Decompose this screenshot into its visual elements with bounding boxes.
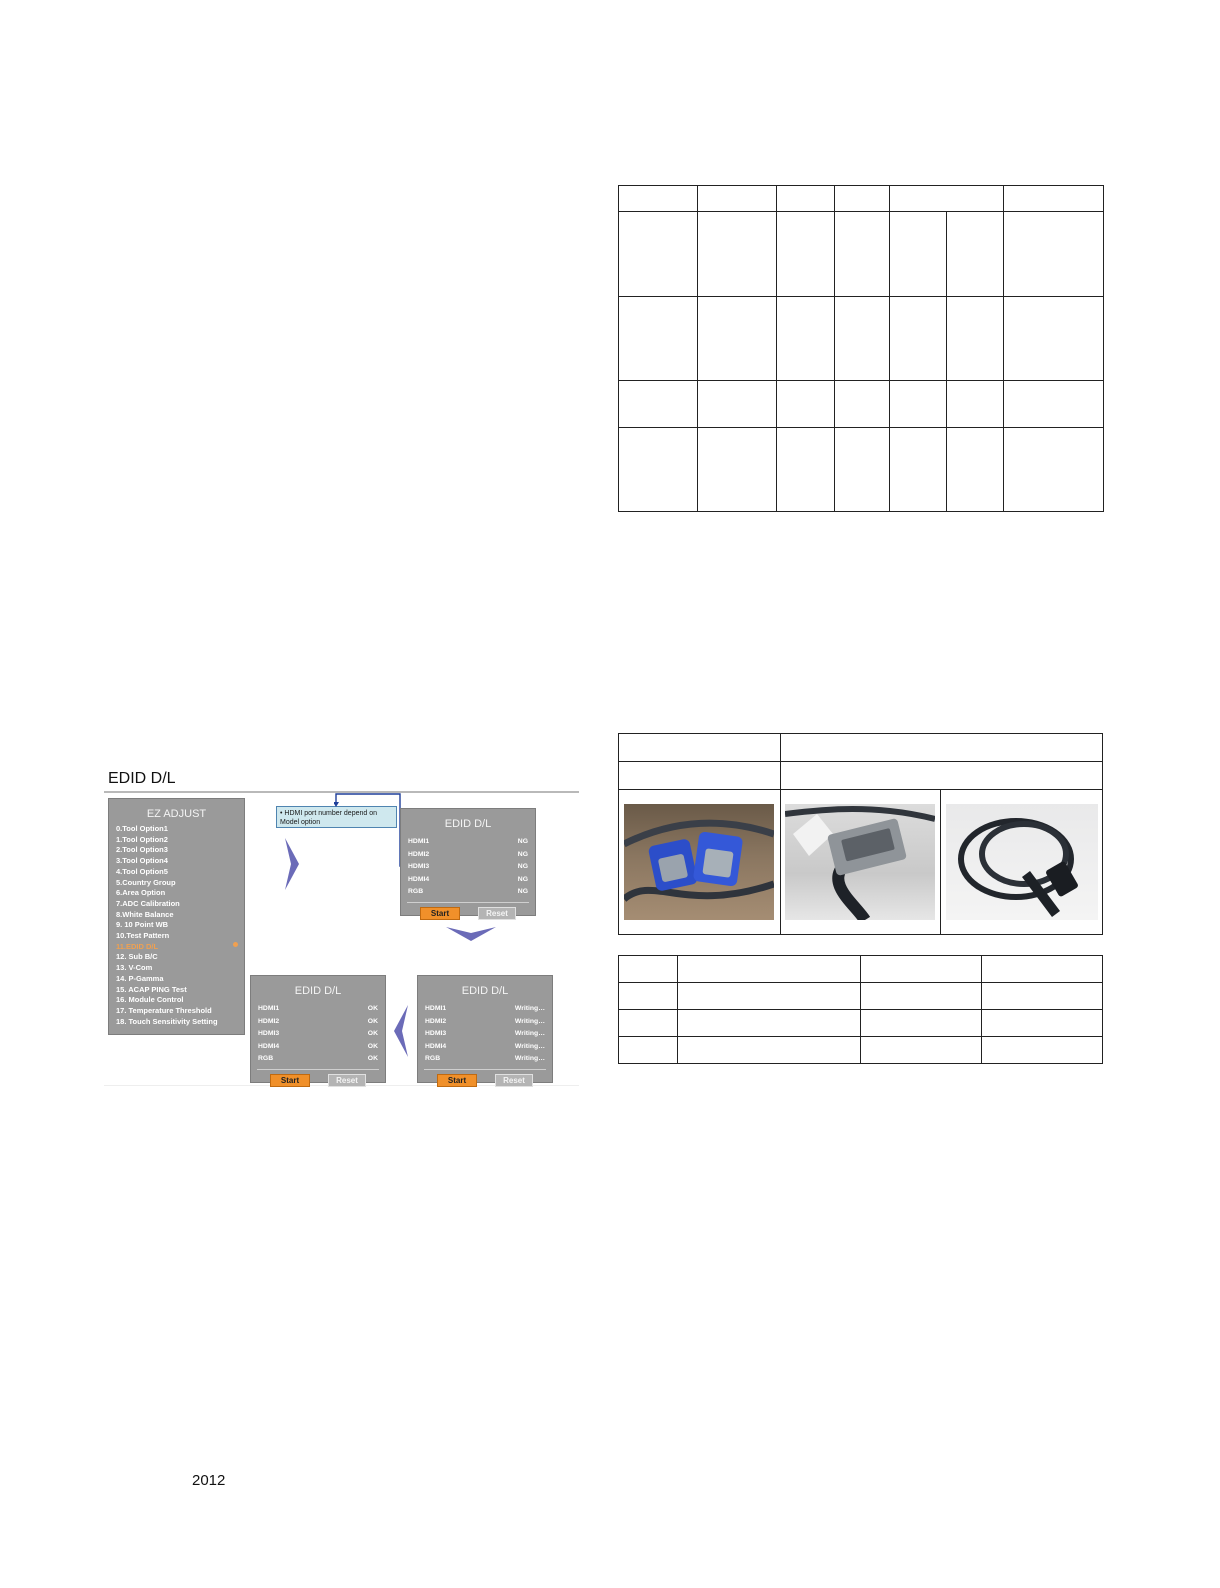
menu-item[interactable]: 13. V-Com bbox=[116, 963, 153, 973]
selection-dot-icon bbox=[233, 942, 238, 947]
table-cell bbox=[982, 1037, 1103, 1064]
dvi-cable-icon bbox=[785, 804, 935, 920]
table-cell bbox=[947, 212, 1004, 297]
table-cell bbox=[619, 297, 698, 381]
menu-item[interactable]: 17. Temperature Threshold bbox=[116, 1005, 212, 1015]
table-cell bbox=[619, 212, 698, 297]
port-label: HDMI1 bbox=[408, 838, 430, 845]
hdmi-port-callout: • HDMI port number depend on Model option bbox=[276, 806, 397, 828]
chevron-right-icon bbox=[283, 838, 299, 890]
port-status: Writing… bbox=[514, 1042, 545, 1050]
ez-adjust-menu bbox=[108, 798, 245, 1035]
table-cell bbox=[697, 428, 776, 512]
port-status: OK bbox=[367, 1055, 378, 1063]
port-status: NG bbox=[517, 850, 528, 858]
table-cell bbox=[776, 212, 834, 297]
menu-item[interactable]: 15. ACAP PING Test bbox=[116, 984, 187, 994]
port-row bbox=[408, 874, 528, 887]
port-label: HDMI2 bbox=[425, 1017, 447, 1025]
chevron-left-icon bbox=[394, 1005, 410, 1057]
port-label: HDMI3 bbox=[408, 863, 430, 871]
table-cell bbox=[697, 212, 776, 297]
ez-adjust-title: EZ ADJUST bbox=[146, 808, 207, 820]
menu-item[interactable]: 1.Tool Option2 bbox=[116, 834, 168, 844]
table-cell bbox=[861, 1010, 982, 1037]
menu-item[interactable]: 3.Tool Option4 bbox=[116, 856, 168, 866]
dvi-cable-photo bbox=[785, 804, 935, 920]
table-cell bbox=[1004, 297, 1104, 381]
menu-item[interactable]: 0.Tool Option1 bbox=[116, 824, 168, 833]
port-status: Writing… bbox=[514, 1005, 545, 1012]
table-cell bbox=[947, 297, 1004, 381]
port-status: NG bbox=[517, 875, 528, 883]
table-cell bbox=[982, 1010, 1103, 1037]
port-row bbox=[425, 1041, 545, 1054]
port-label: RGB bbox=[258, 1055, 274, 1063]
table-cell bbox=[834, 381, 890, 428]
port-row bbox=[258, 1003, 378, 1016]
table-cell bbox=[619, 381, 698, 428]
chevron-down-icon bbox=[446, 925, 496, 941]
table-cell bbox=[890, 428, 947, 512]
ez-adjust-list bbox=[116, 824, 244, 1027]
table-cell bbox=[619, 983, 678, 1010]
port-status: NG bbox=[517, 838, 528, 845]
port-status: OK bbox=[367, 1042, 378, 1050]
menu-item[interactable]: 10.Test Pattern bbox=[116, 931, 170, 941]
port-row bbox=[258, 1028, 378, 1041]
port-label: RGB bbox=[408, 888, 424, 896]
panel-divider bbox=[257, 1069, 379, 1070]
table-cell bbox=[619, 790, 781, 935]
table-cell bbox=[780, 762, 1102, 790]
table-cell bbox=[941, 790, 1103, 935]
menu-item[interactable]: 18. Touch Sensitivity Setting bbox=[116, 1016, 218, 1026]
edid-panel-title: EDID D/L bbox=[294, 985, 342, 997]
table-cell bbox=[1004, 212, 1104, 297]
table-cell bbox=[890, 297, 947, 381]
port-row bbox=[258, 1053, 378, 1066]
table-cell bbox=[982, 956, 1103, 983]
table-cell bbox=[982, 983, 1103, 1010]
table-cell bbox=[780, 734, 1102, 762]
menu-item[interactable]: 2.Tool Option3 bbox=[116, 845, 168, 855]
table-cell bbox=[834, 186, 890, 212]
port-label: HDMI1 bbox=[258, 1005, 280, 1012]
vga-cable-photo bbox=[624, 804, 774, 920]
menu-item[interactable]: 5.Country Group bbox=[116, 877, 176, 887]
table-cell bbox=[861, 983, 982, 1010]
table-cell bbox=[619, 734, 781, 762]
port-status: NG bbox=[517, 888, 528, 896]
table-cell bbox=[619, 428, 698, 512]
port-row bbox=[408, 886, 528, 899]
port-row bbox=[425, 1003, 545, 1016]
table-cell bbox=[776, 297, 834, 381]
footer-year: 2012 bbox=[192, 1472, 226, 1489]
table-cell bbox=[677, 983, 861, 1010]
table-cell bbox=[677, 1037, 861, 1064]
table-cell bbox=[861, 1037, 982, 1064]
port-row bbox=[258, 1041, 378, 1054]
figure-title: EDID D/L bbox=[108, 770, 176, 787]
table-cell bbox=[780, 790, 941, 935]
table-cell bbox=[1004, 381, 1104, 428]
port-status: OK bbox=[367, 1030, 378, 1038]
port-status: OK bbox=[367, 1005, 378, 1012]
start-button[interactable]: Start bbox=[270, 1074, 310, 1087]
table-cell bbox=[677, 1010, 861, 1037]
table-cell bbox=[1004, 428, 1104, 512]
result-table bbox=[618, 955, 1103, 1064]
menu-item[interactable]: 4.Tool Option5 bbox=[116, 866, 168, 876]
cable-table bbox=[618, 733, 1103, 935]
port-row bbox=[425, 1028, 545, 1041]
port-label: HDMI4 bbox=[425, 1042, 447, 1050]
port-label: HDMI3 bbox=[425, 1030, 447, 1038]
vga-cable-icon bbox=[624, 804, 774, 920]
table-cell bbox=[677, 956, 861, 983]
port-row bbox=[425, 1053, 545, 1066]
port-row bbox=[425, 1016, 545, 1029]
menu-item[interactable]: 16. Module Control bbox=[116, 995, 184, 1005]
port-row bbox=[408, 849, 528, 862]
table-cell bbox=[776, 381, 834, 428]
table-cell bbox=[834, 212, 890, 297]
edid-panel-writing bbox=[417, 975, 553, 1083]
menu-item[interactable]: 9. 10 Point WB bbox=[116, 920, 169, 930]
table-cell bbox=[697, 186, 776, 212]
port-status: Writing… bbox=[514, 1055, 545, 1063]
table-cell bbox=[619, 956, 678, 983]
table-cell bbox=[890, 186, 1004, 212]
edid-panel-title: EDID D/L bbox=[461, 985, 509, 997]
panel-divider bbox=[424, 1069, 546, 1070]
table-cell bbox=[890, 212, 947, 297]
table-cell bbox=[776, 428, 834, 512]
table-cell bbox=[834, 297, 890, 381]
port-label: HDMI2 bbox=[408, 850, 430, 858]
menu-item[interactable]: 8.White Balance bbox=[116, 909, 174, 919]
port-status: Writing… bbox=[514, 1017, 545, 1025]
table-cell bbox=[619, 186, 698, 212]
menu-item[interactable]: 6.Area Option bbox=[116, 888, 166, 898]
spec-table bbox=[618, 185, 1104, 512]
table-cell bbox=[619, 1010, 678, 1037]
reset-button[interactable]: Reset bbox=[495, 1074, 533, 1087]
port-label: HDMI2 bbox=[258, 1017, 280, 1025]
menu-item[interactable]: 14. P-Gamma bbox=[116, 973, 164, 983]
table-cell bbox=[834, 428, 890, 512]
table-cell bbox=[890, 381, 947, 428]
table-cell bbox=[697, 297, 776, 381]
start-button[interactable]: Start bbox=[437, 1074, 477, 1087]
menu-item[interactable]: 12. Sub B/C bbox=[116, 952, 158, 962]
reset-button[interactable]: Reset bbox=[478, 907, 516, 920]
port-status: OK bbox=[367, 1017, 378, 1025]
callout-connector-icon bbox=[334, 780, 406, 870]
panel-divider bbox=[407, 902, 529, 903]
port-label: RGB bbox=[425, 1055, 441, 1063]
port-row bbox=[408, 861, 528, 874]
port-label: HDMI4 bbox=[408, 875, 430, 883]
table-cell bbox=[947, 381, 1004, 428]
menu-item-selected[interactable]: 11.EDID D/L bbox=[116, 941, 159, 951]
menu-item[interactable]: 7.ADC Calibration bbox=[116, 898, 180, 908]
port-label: HDMI4 bbox=[258, 1042, 280, 1050]
hdmi-cable-photo bbox=[946, 804, 1098, 920]
port-status: NG bbox=[517, 863, 528, 871]
table-cell bbox=[697, 381, 776, 428]
table-cell bbox=[619, 762, 781, 790]
hdmi-cable-icon bbox=[946, 804, 1098, 920]
table-cell bbox=[947, 428, 1004, 512]
table-cell bbox=[619, 1037, 678, 1064]
edid-panel-title: EDID D/L bbox=[444, 818, 492, 830]
edid-panel-ok bbox=[250, 975, 386, 1083]
table-cell bbox=[1004, 186, 1104, 212]
edid-panel-ng bbox=[400, 808, 536, 916]
table-cell bbox=[776, 186, 834, 212]
port-row bbox=[258, 1016, 378, 1029]
table-cell bbox=[861, 956, 982, 983]
port-row bbox=[408, 836, 528, 849]
port-label: HDMI3 bbox=[258, 1030, 280, 1038]
port-label: HDMI1 bbox=[425, 1005, 447, 1012]
start-button[interactable]: Start bbox=[420, 907, 460, 920]
reset-button[interactable]: Reset bbox=[328, 1074, 366, 1087]
port-status: Writing… bbox=[514, 1030, 545, 1038]
